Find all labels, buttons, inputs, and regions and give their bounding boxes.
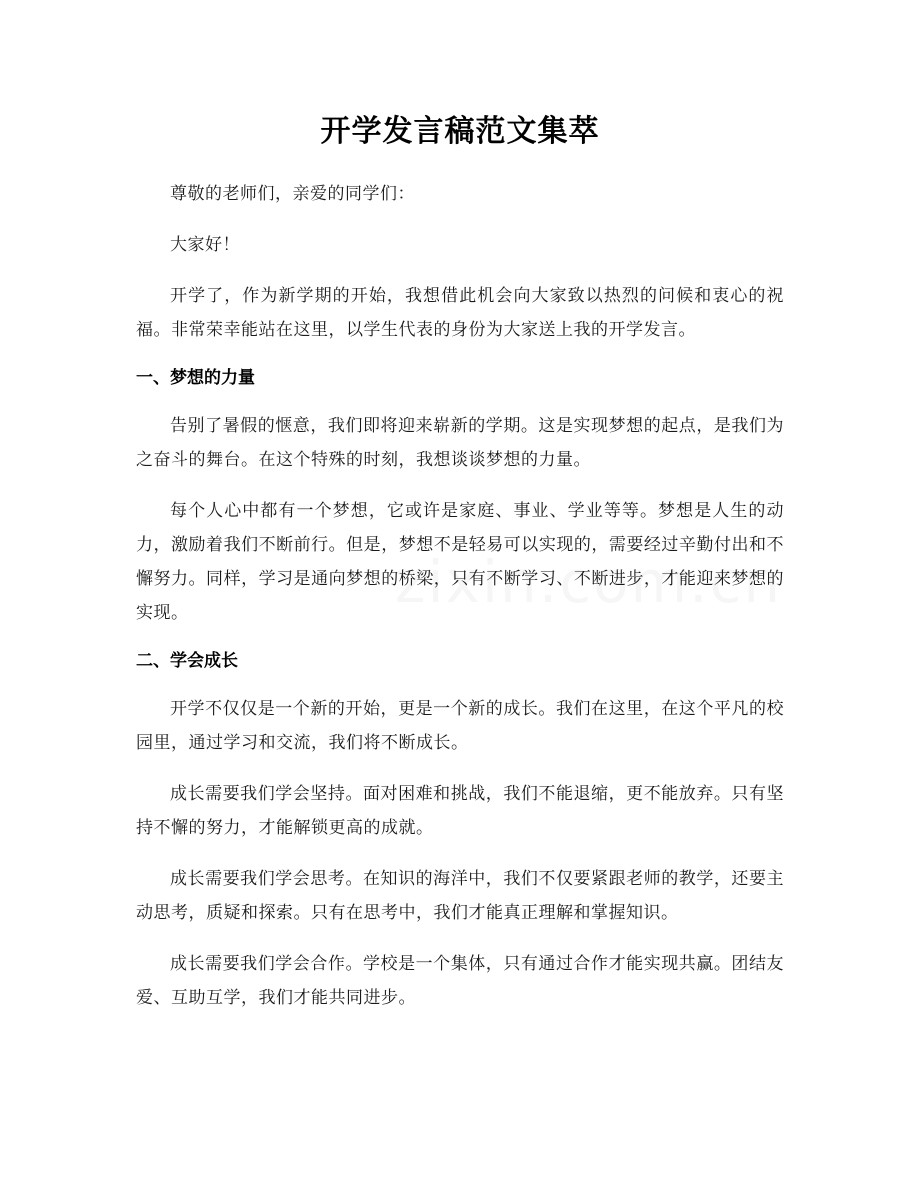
body-paragraph: 成长需要我们学会坚持。面对困难和挑战，我们不能退缩，更不能放弃。只有坚持不懈的努力，才能解锁更高的成就。 bbox=[136, 784, 784, 838]
greeting-paragraph: 尊敬的老师们，亲爱的同学们： bbox=[170, 184, 415, 204]
document-title: 开学发言稿范文集萃 bbox=[320, 114, 600, 149]
section-heading-growth: 二、学会成长 bbox=[136, 651, 238, 671]
body-paragraph: 成长需要我们学会思考。在知识的海洋中，我们不仅要紧跟老师的教学，还要主动思考，质疑和探索。只有在思考中，我们才能真正理解和掌握知识。 bbox=[136, 869, 784, 923]
body-paragraph: 开学不仅仅是一个新的开始，更是一个新的成长。我们在这里，在这个平凡的校园里，通过学习和交流，我们将不断成长。 bbox=[136, 699, 784, 753]
body-paragraph: 每个人心中都有一个梦想，它或许是家庭、事业、学业等等。梦想是人生的动力，激励着我们不断前行。但是，梦想不是轻易可以实现的，需要经过辛勤付出和不懈努力。同样，学习是通向梦想的桥梁，只有不断学习、不断进步，才能迎来梦想的实现。 bbox=[136, 501, 784, 623]
body-paragraph: 成长需要我们学会合作。学校是一个集体，只有通过合作才能实现共赢。团结友爱、互助互学，我们才能共同进步。 bbox=[136, 954, 784, 1008]
hello-paragraph: 大家好！ bbox=[170, 235, 240, 255]
body-paragraph: 告别了暑假的惬意，我们即将迎来崭新的学期。这是实现梦想的起点，是我们为之奋斗的舞台。在这个特殊的时刻，我想谈谈梦想的力量。 bbox=[136, 416, 784, 470]
intro-paragraph: 开学了，作为新学期的开始，我想借此机会向大家致以热烈的问候和衷心的祝福。非常荣幸能站在这里，以学生代表的身份为大家送上我的开学发言。 bbox=[136, 286, 784, 340]
section-heading-dream: 一、梦想的力量 bbox=[136, 368, 255, 388]
